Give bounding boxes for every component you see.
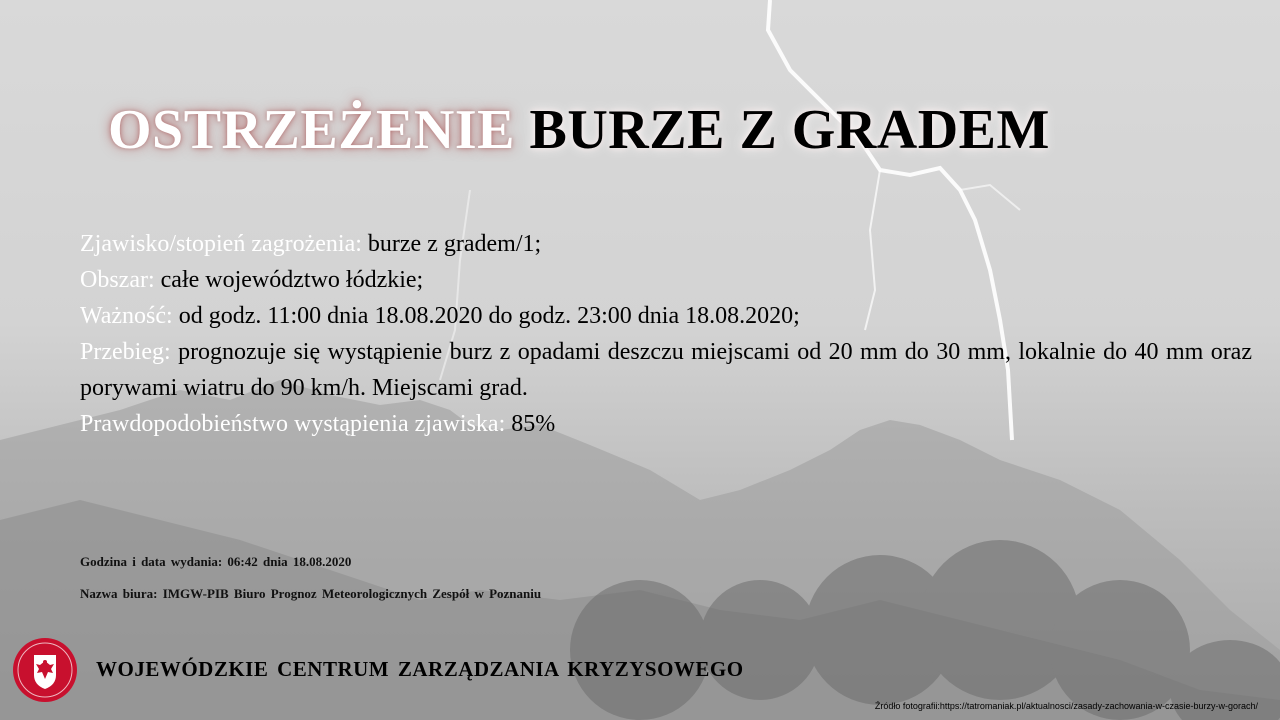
warning-title bbox=[108, 98, 1208, 162]
validity-value: od godz. 11:00 dnia 18.08.2020 do godz. 23:00 dnia 18.08.2020; bbox=[178, 303, 800, 329]
course-label: Przebieg: bbox=[80, 339, 171, 365]
probability-value: 85% bbox=[511, 411, 556, 437]
probability-label: Prawdopodobieństwo wystąpienia zjawiska: bbox=[80, 411, 506, 437]
title-warning-word: OSTRZEŻENIE bbox=[108, 99, 515, 161]
area-row bbox=[80, 262, 1252, 298]
title-phenomenon: BURZE Z GRADEM bbox=[529, 99, 1050, 161]
issue-datetime: Godzina i data wydania: 06:42 dnia 18.08.2020 bbox=[80, 554, 352, 569]
phenomenon-row bbox=[80, 226, 1252, 262]
validity-label: Ważność: bbox=[80, 303, 173, 329]
area-value: całe województwo łódzkie; bbox=[160, 267, 424, 293]
phenomenon-label: Zjawisko/stopień zagrożenia: bbox=[80, 231, 362, 257]
coat-of-arms-eagle-icon bbox=[12, 637, 78, 703]
area-label: Obszar: bbox=[80, 267, 155, 293]
photo-source: Źródło fotografii:https://tatromaniak.pl/aktualnosci/zasady-zachowania-w-czasie-burzy-w-gorach/ bbox=[874, 701, 1258, 711]
office-name: Nazwa biura: IMGW-PIB Biuro Prognoz Meteorologicznych Zespół w Poznaniu bbox=[80, 586, 542, 601]
course-value: prognozuje się wystąpienie burz z opadami deszczu miejscami od 20 mm do 30 mm, lokalnie do 40 mm oraz porywami wiatru do 90 km/h. Miejscami grad. bbox=[80, 339, 1252, 401]
phenomenon-value: burze z gradem/1; bbox=[367, 231, 542, 257]
organization-name: WOJEWÓDZKIE CENTRUM ZARZĄDZANIA KRYZYSOWEGO bbox=[96, 657, 744, 681]
validity-row bbox=[80, 298, 1252, 334]
probability-row bbox=[80, 406, 1252, 442]
warning-details bbox=[80, 226, 1252, 442]
course-row bbox=[80, 334, 1252, 406]
